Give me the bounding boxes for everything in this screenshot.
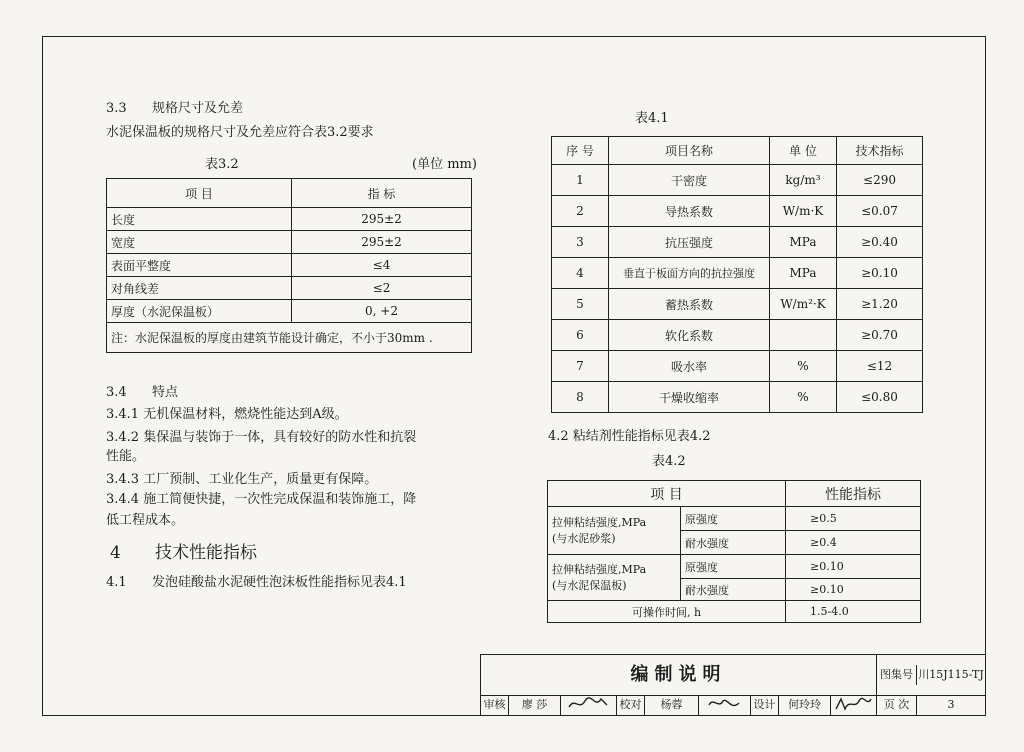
table-4-1-header-name: 项目名称	[609, 137, 770, 165]
section-3-4-1: 3.4.1 无机保温材料，燃烧性能达到A级。	[106, 407, 348, 422]
table-4-1-name: 垂直于板面方向的抗拉强度	[609, 258, 770, 289]
reviewer-signature	[561, 695, 617, 715]
table-4-1-no: 5	[552, 289, 609, 320]
table-3-2-item: 长度	[107, 208, 292, 231]
table-3-2-note: 注：水泥保温板的厚度由建筑节能设计确定，不小于30mm .	[107, 323, 472, 353]
table-4-1-unit: W/m·K	[770, 196, 837, 227]
table-4-2-g2-v2: ≥0.10	[786, 579, 921, 601]
table-4-1-no: 2	[552, 196, 609, 227]
table-4-1-no: 6	[552, 320, 609, 351]
table-4-2-group2-label	[548, 555, 681, 601]
table-4-1-header-unit: 单 位	[770, 137, 837, 165]
reviewer-name: 廖 莎	[509, 695, 561, 715]
table-4-1-name: 抗压强度	[609, 227, 770, 258]
table-4-2-g1-v2: ≥0.4	[786, 531, 921, 555]
section-4-number: 4	[110, 543, 121, 563]
table-4-1-name: 导热系数	[609, 196, 770, 227]
table-4-2-group1-label-a: 拉伸粘结强度,MPa	[552, 515, 647, 529]
table-4-1-value: ≤12	[837, 351, 923, 382]
table-4-1-name: 干燥收缩率	[609, 382, 770, 413]
table-3-2-item: 对角线差	[107, 277, 292, 300]
table-3-2-unit: (单位 mm)	[412, 157, 477, 172]
checker-signature	[699, 695, 751, 715]
section-3-4-2-line1: 3.4.2 集保温与装饰于一体，具有较好的防水性和抗裂	[106, 430, 417, 445]
table-4-1-unit: %	[770, 351, 837, 382]
section-4-2-text: 4.2 粘结剂性能指标见表4.2	[548, 429, 711, 444]
table-3-2-col-index: 指 标	[292, 179, 472, 208]
table-4-2-g1-v1: ≥0.5	[786, 507, 921, 531]
section-3-3-heading: 规格尺寸及允差	[152, 101, 244, 116]
table-4-2-last-label: 可操作时间, h	[548, 601, 786, 623]
title-block	[480, 654, 986, 716]
table-4-1-unit: W/m²·K	[770, 289, 837, 320]
table-3-2-value: 295±2	[292, 208, 472, 231]
checker-name: 杨蓉	[645, 695, 699, 715]
section-3-4-4-line1: 3.4.4 施工简便快捷，一次性完成保温和装饰施工，降	[106, 492, 417, 507]
section-3-3-number: 3.3	[106, 101, 127, 116]
table-4-2-group2-label-a: 拉伸粘结强度,MPa	[552, 562, 647, 576]
section-4-1-number: 4.1	[106, 575, 127, 590]
table-4-1-value: ≤290	[837, 165, 923, 196]
table-3-2-value: ≤4	[292, 254, 472, 277]
table-3-2-item: 表面平整度	[107, 254, 292, 277]
table-3-2-value: 0, +2	[292, 300, 472, 323]
table-4-2-g1-r1: 原强度	[681, 507, 786, 531]
table-4-2-col-index: 性能指标	[786, 481, 921, 507]
section-4-1-text: 发泡硅酸盐水泥硬性泡沫板性能指标见表4.1	[152, 575, 407, 590]
table-4-1-value: ≥0.70	[837, 320, 923, 351]
page-label: 页 次	[877, 695, 917, 715]
table-4-1-no: 8	[552, 382, 609, 413]
section-3-4-2-line2: 性能。	[106, 449, 146, 464]
review-label: 审核	[481, 695, 509, 715]
table-4-1-header-no: 序 号	[552, 137, 609, 165]
table-4-2-g2-v1: ≥0.10	[786, 555, 921, 579]
designer-signature	[831, 695, 877, 715]
table-4-1-name: 吸水率	[609, 351, 770, 382]
page-number: 3	[947, 698, 955, 711]
section-3-4-4-line2: 低工程成本。	[106, 513, 185, 528]
table-3-2-value: ≤2	[292, 277, 472, 300]
section-3-4-3: 3.4.3 工厂预制、工业化生产，质量更有保障。	[106, 472, 378, 487]
table-4-1-unit: MPa	[770, 227, 837, 258]
table-4-1-name: 软化系数	[609, 320, 770, 351]
table-4-1-value: ≤0.80	[837, 382, 923, 413]
table-3-2	[106, 178, 472, 353]
table-4-2-g1-r2: 耐水强度	[681, 531, 786, 555]
table-4-2-g2-r2: 耐水强度	[681, 579, 786, 601]
table-4-2-g2-r1: 原强度	[681, 555, 786, 579]
table-4-1-value: ≤0.07	[837, 196, 923, 227]
table-4-1-no: 3	[552, 227, 609, 258]
table-4-1-no: 1	[552, 165, 609, 196]
table-3-2-item: 宽度	[107, 231, 292, 254]
table-4-2-group2-label-b: (与水泥保温板)	[552, 578, 627, 592]
atlas-label: 图集号	[877, 665, 917, 685]
section-3-4-number: 3.4	[106, 385, 127, 400]
table-3-2-col-item: 项 目	[107, 179, 292, 208]
table-4-2-last-value: 1.5-4.0	[786, 601, 921, 623]
atlas-number: 川15J115-TJ	[918, 668, 984, 681]
table-4-2-caption: 表4.2	[652, 454, 686, 469]
table-4-1	[551, 136, 923, 413]
section-4-title: 技术性能指标	[155, 543, 257, 563]
table-4-1-unit: kg/m³	[770, 165, 837, 196]
table-4-1-no: 4	[552, 258, 609, 289]
table-4-1-name: 蓄热系数	[609, 289, 770, 320]
table-4-1-unit	[770, 320, 837, 351]
table-4-1-value: ≥0.10	[837, 258, 923, 289]
table-4-1-name: 干密度	[609, 165, 770, 196]
table-3-2-caption: 表3.2	[205, 157, 239, 172]
table-4-1-unit: %	[770, 382, 837, 413]
table-3-2-item: 厚度（水泥保温板）	[107, 300, 292, 323]
designer-name: 何玲玲	[779, 695, 831, 715]
section-3-4-heading: 特点	[152, 385, 179, 400]
table-4-1-unit: MPa	[770, 258, 837, 289]
check-label: 校对	[617, 695, 645, 715]
table-4-2	[547, 480, 921, 623]
table-4-1-value: ≥1.20	[837, 289, 923, 320]
table-3-2-value: 295±2	[292, 231, 472, 254]
section-3-3-intro: 水泥保温板的规格尺寸及允差应符合表3.2要求	[106, 125, 374, 140]
table-4-1-caption: 表4.1	[635, 111, 669, 126]
design-label: 设计	[751, 695, 779, 715]
table-4-1-value: ≥0.40	[837, 227, 923, 258]
title-block-title: 编制说明	[481, 655, 877, 695]
table-4-1-header-value: 技术指标	[837, 137, 923, 165]
table-4-1-no: 7	[552, 351, 609, 382]
table-4-2-group1-label	[548, 507, 681, 555]
table-4-2-col-item: 项 目	[548, 481, 786, 507]
table-4-2-group1-label-b: (与水泥砂浆)	[552, 531, 616, 545]
